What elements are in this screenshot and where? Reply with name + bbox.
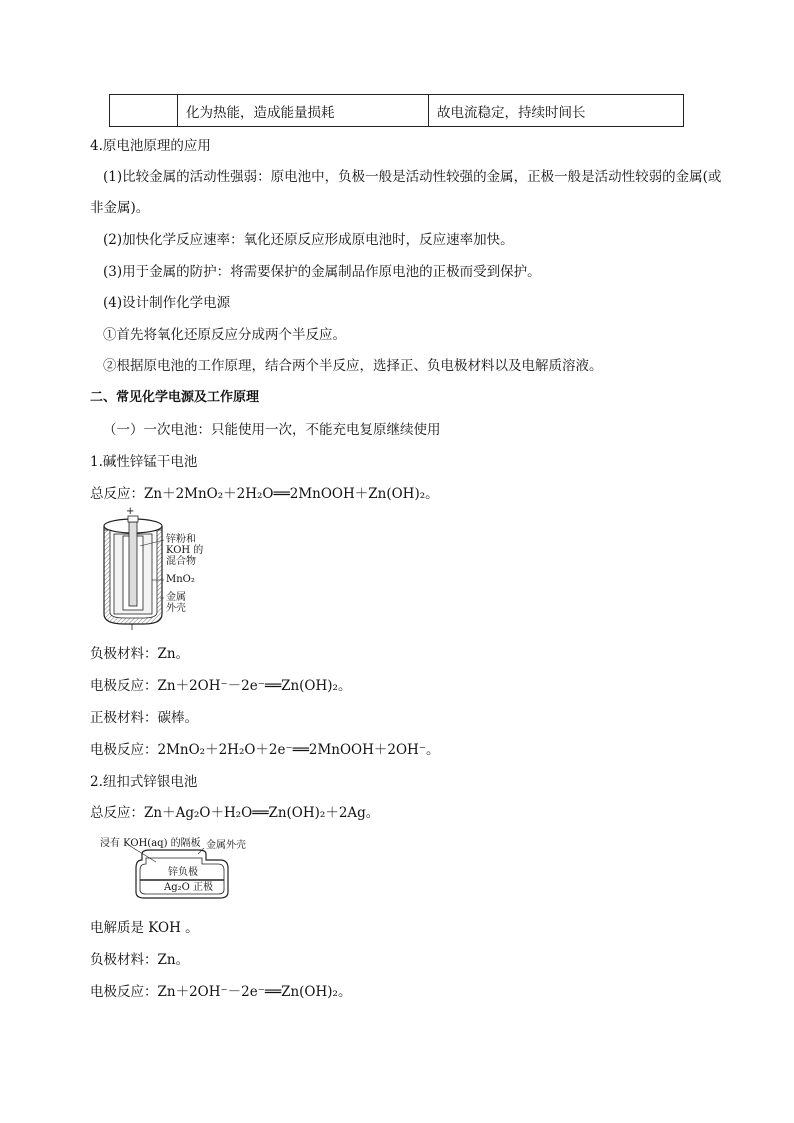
battery-2-electrolyte: 电解质是 KOH 。 bbox=[90, 920, 199, 936]
negative-terminal-label: － bbox=[128, 620, 138, 631]
battery-2-title: 2.纽扣式锌银电池 bbox=[90, 774, 198, 790]
battery-2-negative-material: 负极材料：Zn。 bbox=[90, 952, 190, 968]
zinc-mixture-label-3: 混合物 bbox=[166, 556, 196, 567]
separator-label: 浸有 KOH(aq) 的隔板 bbox=[100, 838, 201, 849]
zinc-mixture-label-2: KOH 的 bbox=[166, 545, 204, 556]
metal-shell-label-2: 外壳 bbox=[166, 603, 186, 614]
battery-1-total-reaction: 总反应：Zn＋2MnO₂＋2H₂O══2MnOOH＋Zn(OH)₂。 bbox=[90, 486, 439, 502]
alkaline-battery-drawing bbox=[96, 512, 206, 632]
metal-shell-label: 金属外壳 bbox=[206, 840, 246, 851]
section-heading-2: 二、常见化学电源及工作原理 bbox=[90, 390, 260, 405]
battery-1-negative-reaction: 电极反应：Zn＋2OH⁻－2e⁻══Zn(OH)₂。 bbox=[90, 678, 352, 694]
paragraph-4-4-2: ②根据原电池的工作原理，结合两个半反应，选择正、负电极材料以及电解质溶液。 bbox=[103, 358, 603, 374]
subsection-primary-battery: （一）一次电池：只能使用一次，不能充电复原继续使用 bbox=[103, 422, 441, 438]
table-cell-2: 化为热能，造成能量损耗 bbox=[178, 95, 429, 126]
battery-1-positive-material: 正极材料：碳棒。 bbox=[90, 710, 198, 726]
paragraph-4-4: (4)设计制作化学电源 bbox=[103, 295, 231, 311]
paragraph-4-2: (2)加快化学反应速率：氧化还原反应形成原电池时，反应速率加快。 bbox=[103, 232, 514, 248]
alkaline-battery-diagram bbox=[96, 506, 206, 632]
battery-2-negative-reaction: 电极反应：Zn＋2OH⁻－2e⁻══Zn(OH)₂。 bbox=[90, 984, 352, 1000]
ag2o-positive-label: Ag₂O 正极 bbox=[164, 882, 214, 893]
battery-1-positive-reaction: 电极反应：2MnO₂＋2H₂O＋2e⁻══2MnOOH＋2OH⁻。 bbox=[90, 742, 440, 758]
table-cell-3: 故电流稳定，持续时间长 bbox=[437, 104, 586, 121]
zinc-mixture-label-1: 锌粉和 bbox=[166, 534, 196, 545]
paragraph-4-1a: (1)比较金属的活动性强弱：原电池中，负极一般是活动性较强的金属，正极一般是活动性较弱的金属(或 bbox=[103, 169, 722, 185]
battery-1-negative-material: 负极材料：Zn。 bbox=[90, 646, 190, 662]
paragraph-4-3: (3)用于金属的防护：将需要保护的金属制品作原电池的正极而受到保护。 bbox=[103, 264, 541, 280]
button-battery-diagram bbox=[100, 836, 260, 902]
mno2-label: MnO₂ bbox=[166, 574, 195, 585]
section-4-title: 4.原电池原理的应用 bbox=[90, 138, 211, 154]
positive-terminal-label: + bbox=[126, 506, 135, 517]
zinc-negative-label: 锌负极 bbox=[168, 867, 198, 878]
metal-shell-label-1: 金属 bbox=[166, 592, 186, 603]
battery-1-title: 1.碱性锌锰干电池 bbox=[90, 454, 198, 470]
paragraph-4-4-1: ①首先将氧化还原反应分成两个半反应。 bbox=[103, 327, 346, 343]
table-cell-1 bbox=[110, 95, 178, 126]
comparison-table-row bbox=[109, 94, 684, 127]
battery-2-total-reaction: 总反应：Zn＋Ag₂O＋H₂O══Zn(OH)₂＋2Ag。 bbox=[90, 805, 380, 821]
paragraph-4-1b: 非金属)。 bbox=[90, 200, 150, 216]
